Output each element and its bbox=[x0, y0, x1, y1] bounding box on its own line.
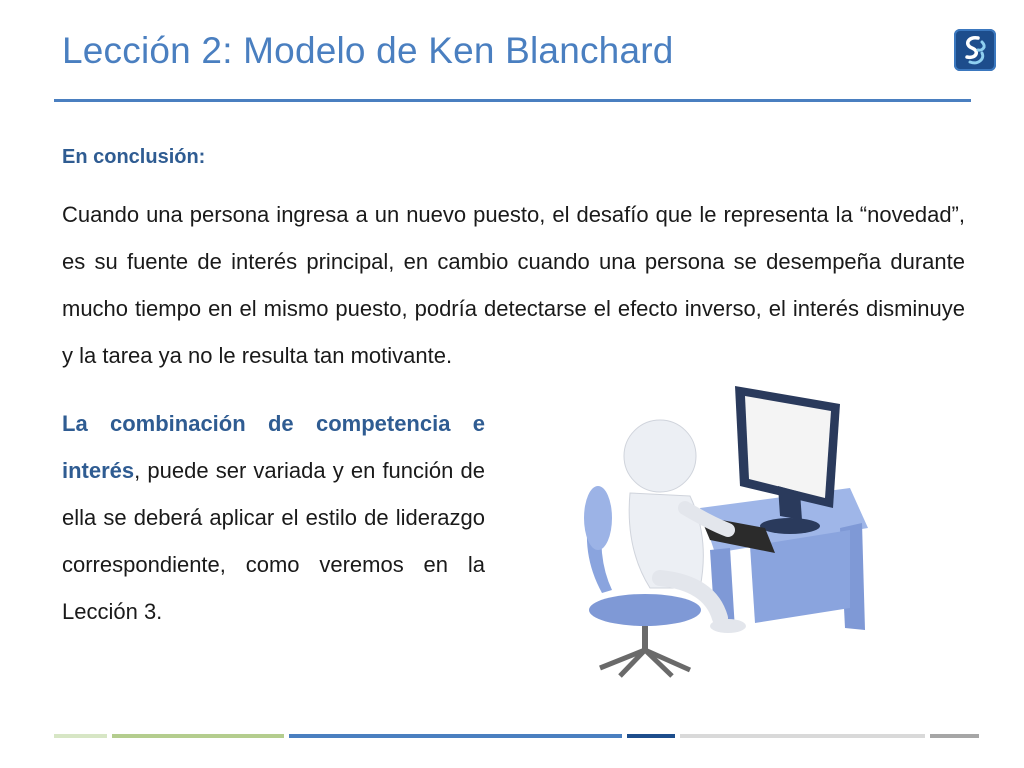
footer-bar-blue bbox=[289, 734, 622, 738]
footer-bar-gray bbox=[930, 734, 979, 738]
paragraph-conclusion: Cuando una persona ingresa a un nuevo puesto, el desafío que le representa la “novedad”, es su fuente de interés principal, en cambio cuando una persona se desempeña durante mucho tiempo en el mismo puesto, podría detectarse el efecto inverso, el interés disminuye y la tarea ya no le resulta tan motivante. bbox=[62, 202, 965, 368]
section-subtitle: En conclusión: bbox=[62, 146, 206, 168]
paragraph-combination bbox=[62, 400, 485, 635]
title-divider bbox=[54, 99, 971, 102]
footer-bar-green bbox=[112, 734, 284, 738]
footer-bar-green-light bbox=[54, 734, 107, 738]
person-at-computer-illustration bbox=[550, 378, 890, 678]
paragraph-combination-bold: La combinación de competencia e interés bbox=[62, 411, 485, 483]
paragraph-combination-rest: , puede ser variada y en función de ella se deberá aplicar el estilo de liderazgo correspondiente, como veremos en la Lección 3. bbox=[62, 458, 485, 624]
slide-title: Lección 2: Modelo de Ken Blanchard bbox=[62, 30, 674, 71]
footer-bar-gray-light bbox=[680, 734, 925, 738]
swirl-logo-icon bbox=[954, 29, 996, 71]
footer-bar-navy bbox=[627, 734, 675, 738]
